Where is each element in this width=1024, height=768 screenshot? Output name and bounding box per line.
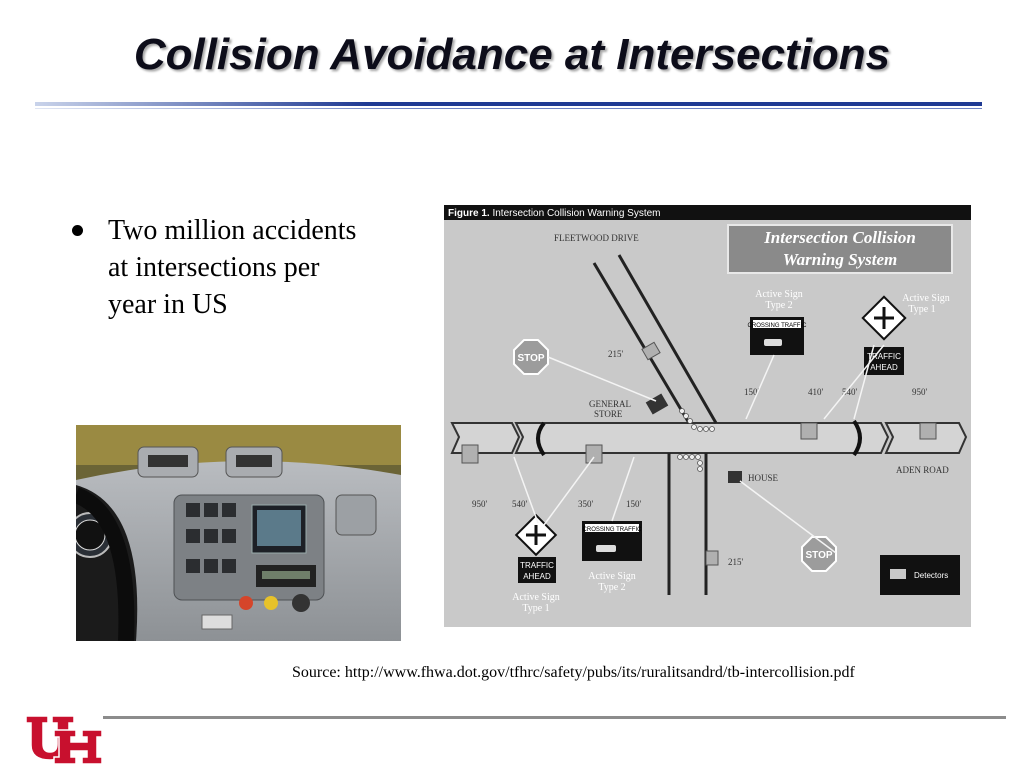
sign1-top-label1: Active Sign [902,293,950,304]
dist-150-left: 150' [626,499,642,509]
source-citation: Source: http://www.fhwa.dot.gov/tfhrc/safety/pubs/its/ruralitsandrd/tb-intercollision.pdf [292,664,855,681]
traffic-ahead-top-1: TRAFFIC [867,352,901,361]
dist-540-left: 540' [512,499,528,509]
sign1-top-label2: Type 1 [908,304,936,315]
dist-950-right: 950' [912,387,928,397]
svg-text:STOP: STOP [517,353,545,364]
banner-line1: Intersection Collision [764,228,916,247]
dist-150-right: 150' [744,387,760,397]
figure-caption: Figure 1. Intersection Collision Warning System [448,208,661,219]
dist-410: 410' [808,387,824,397]
title-underline-thin [35,108,982,109]
crossing-traffic-text-top: CROSSING TRAFFIC [747,323,807,329]
bullet-text: Two million accidents at intersections per year in US [108,215,357,320]
sign1-bottom-label1: Active Sign [512,592,560,603]
slide-title: Collision Avoidance at Intersections [133,30,891,79]
dashboard-photo [76,425,401,641]
svg-text:STOP: STOP [805,550,833,561]
legend-detectors-label: Detectors [914,571,949,580]
dist-540-right: 540' [842,387,858,397]
sign2-bottom-label2: Type 2 [598,582,626,593]
bullet-list [70,212,370,323]
label-aden: ADEN ROAD [896,465,949,475]
dist-215-bottom: 215' [728,557,744,567]
traffic-ahead-bottom-1: TRAFFIC [520,561,554,570]
label-store: STORE [594,409,623,419]
dist-950-left: 950' [472,499,488,509]
dist-350: 350' [578,499,594,509]
title-underline [35,102,982,106]
crossing-traffic-text-bottom: CROSSING TRAFFIC [582,527,642,533]
traffic-ahead-top-2: AHEAD [870,363,898,372]
sign2-top-label1: Active Sign [755,289,803,300]
traffic-ahead-bottom-2: AHEAD [523,572,551,581]
intersection-diagram [444,205,971,627]
sign2-bottom-label1: Active Sign [588,571,636,582]
label-general: GENERAL [589,399,631,409]
label-fleetwood: FLEETWOOD DRIVE [554,233,639,243]
sign1-bottom-label2: Type 1 [522,603,550,614]
label-house: HOUSE [748,473,779,483]
banner-line2: Warning System [782,250,898,269]
dist-215-top: 215' [608,349,624,359]
bullet-dot-icon [72,225,83,236]
bullet-item [70,212,370,323]
footer-rule [103,716,1006,719]
sign2-top-label2: Type 2 [765,300,793,311]
uh-logo-icon [24,714,104,766]
